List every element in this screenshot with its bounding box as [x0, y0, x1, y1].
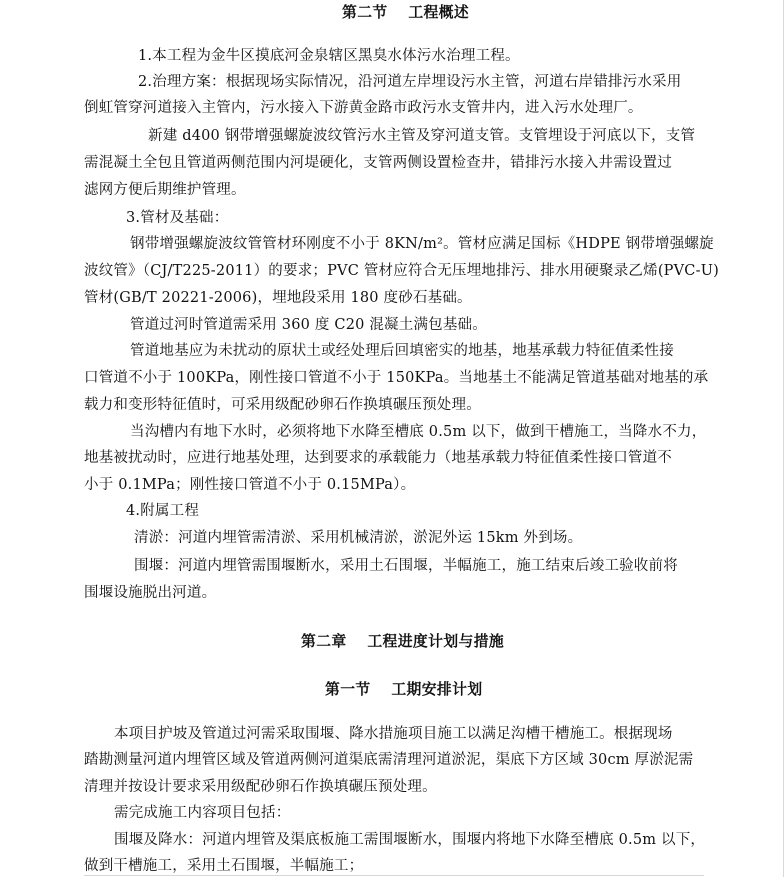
paragraph-pipe-stiffness-line1: 钢带增强螺旋波纹管管材环刚度不小于 8KN/m²。管材应满足国标《HDPE 钢带增强螺旋 [130, 236, 714, 252]
paragraph-river-crossing: 管道过河时管道需采用 360 度 C20 混凝土满包基础。 [130, 317, 487, 333]
paragraph-dredging: 清淤：河道内埋管需清淤、采用机械清淤，淤泥外运 15km 外到场。 [134, 530, 583, 546]
paragraph-dewatering-line2: 做到干槽施工，采用土石围堰，半幅施工； [84, 858, 364, 874]
paragraph-dewatering-line1: 围堰及降水：河道内埋管及渠底板施工需围堰断水，围堰内将地下水降至槽底 0.5m 以下， [114, 832, 706, 848]
section-title-overview: 第二节 工程概述 [342, 4, 470, 21]
paragraph-groundwater-line2: 地基被扰动时，应进行地基处理，达到要求的承载能力（地基承载力特征值柔性接口管道不 [84, 450, 672, 466]
paragraph-groundwater-line3: 小于 0.1MPa；刚性接口管道不小于 0.15MPa）。 [84, 477, 416, 493]
paragraph-cofferdam-line1: 围堰：河道内埋管需围堰断水，采用土石围堰，半幅施工，施工结束后竣工验收前将 [134, 558, 678, 574]
chapter-title-schedule: 第二章 工程进度计划与措施 [301, 633, 505, 650]
paragraph-new-pipe-line2: 需混凝土全包且管道两侧范围内河堤硬化，支管两侧设置检查井，错排污水接入井需设置过 [84, 155, 672, 171]
paragraph-schedule-line3: 清理并按设计要求采用级配砂卵石作换填碾压预处理。 [84, 779, 437, 795]
paragraph-foundation-line2: 口管道不小于 100KPa，刚性接口管道不小于 150KPa。当地基土不能满足管道基础对地基的承 [84, 370, 709, 386]
paragraph-treatment-plan-line1: 2.治理方案：根据现场实际情况，沿河道左岸埋设污水主管，河道右岸错排污水采用 [138, 74, 682, 90]
paragraph-foundation-line1: 管道地基应为未扰动的原状土或经处理后回填密实的地基，地基承载力特征值柔性接 [130, 343, 674, 359]
paragraph-groundwater-line1: 当沟槽内有地下水时，必须将地下水降至槽底 0.5m 以下，做到干槽施工，当降水不力， [130, 424, 707, 440]
bottom-divider [84, 875, 704, 876]
paragraph-cofferdam-line2: 围堰设施脱出河道。 [84, 585, 217, 601]
paragraph-new-pipe-line1: 新建 d400 钢带增强螺旋波纹管污水主管及穿河道支管。支管埋设于河底以下，支管 [148, 128, 696, 144]
paragraph-project-scope: 1.本工程为金牛区摸底河金泉辖区黑臭水体污水治理工程。 [138, 48, 520, 64]
paragraph-new-pipe-line3: 滤网方便后期维护管理。 [84, 182, 246, 198]
paragraph-schedule-line1: 本项目护坡及管道过河需采取围堰、降水措施项目施工以满足沟槽干槽施工。根据现场 [114, 726, 673, 742]
paragraph-schedule-line2: 踏勘测量河道内埋管区域及管道两侧河道渠底需清理河道淤泥，渠底下方区域 30cm 厚淤泥需 [84, 752, 694, 768]
paragraph-treatment-plan-line2: 倒虹管穿河道接入主管内，污水接入下游黄金路市政污水支管井内，进入污水处理厂。 [84, 100, 643, 116]
subheading-pipe-materials: 3.管材及基础： [126, 210, 229, 226]
paragraph-work-items: 需完成施工内容项目包括： [114, 805, 291, 821]
section-title-schedule-plan: 第一节 工期安排计划 [325, 681, 483, 698]
paragraph-pipe-stiffness-line3: 管材(GB/T 20221-2006)，埋地段采用 180 度砂石基础。 [84, 290, 472, 306]
paragraph-foundation-line3: 载力和变形特征值时，可采用级配砂卵石作换填碾压预处理。 [84, 397, 481, 413]
paragraph-pipe-stiffness-line2: 波纹管》（CJ/T225-2011）的要求；PVC 管材应符合无压埋地排污、排水用硬聚录乙烯(PVC-U) [84, 263, 719, 279]
subheading-ancillary-works: 4.附属工程 [126, 503, 200, 519]
